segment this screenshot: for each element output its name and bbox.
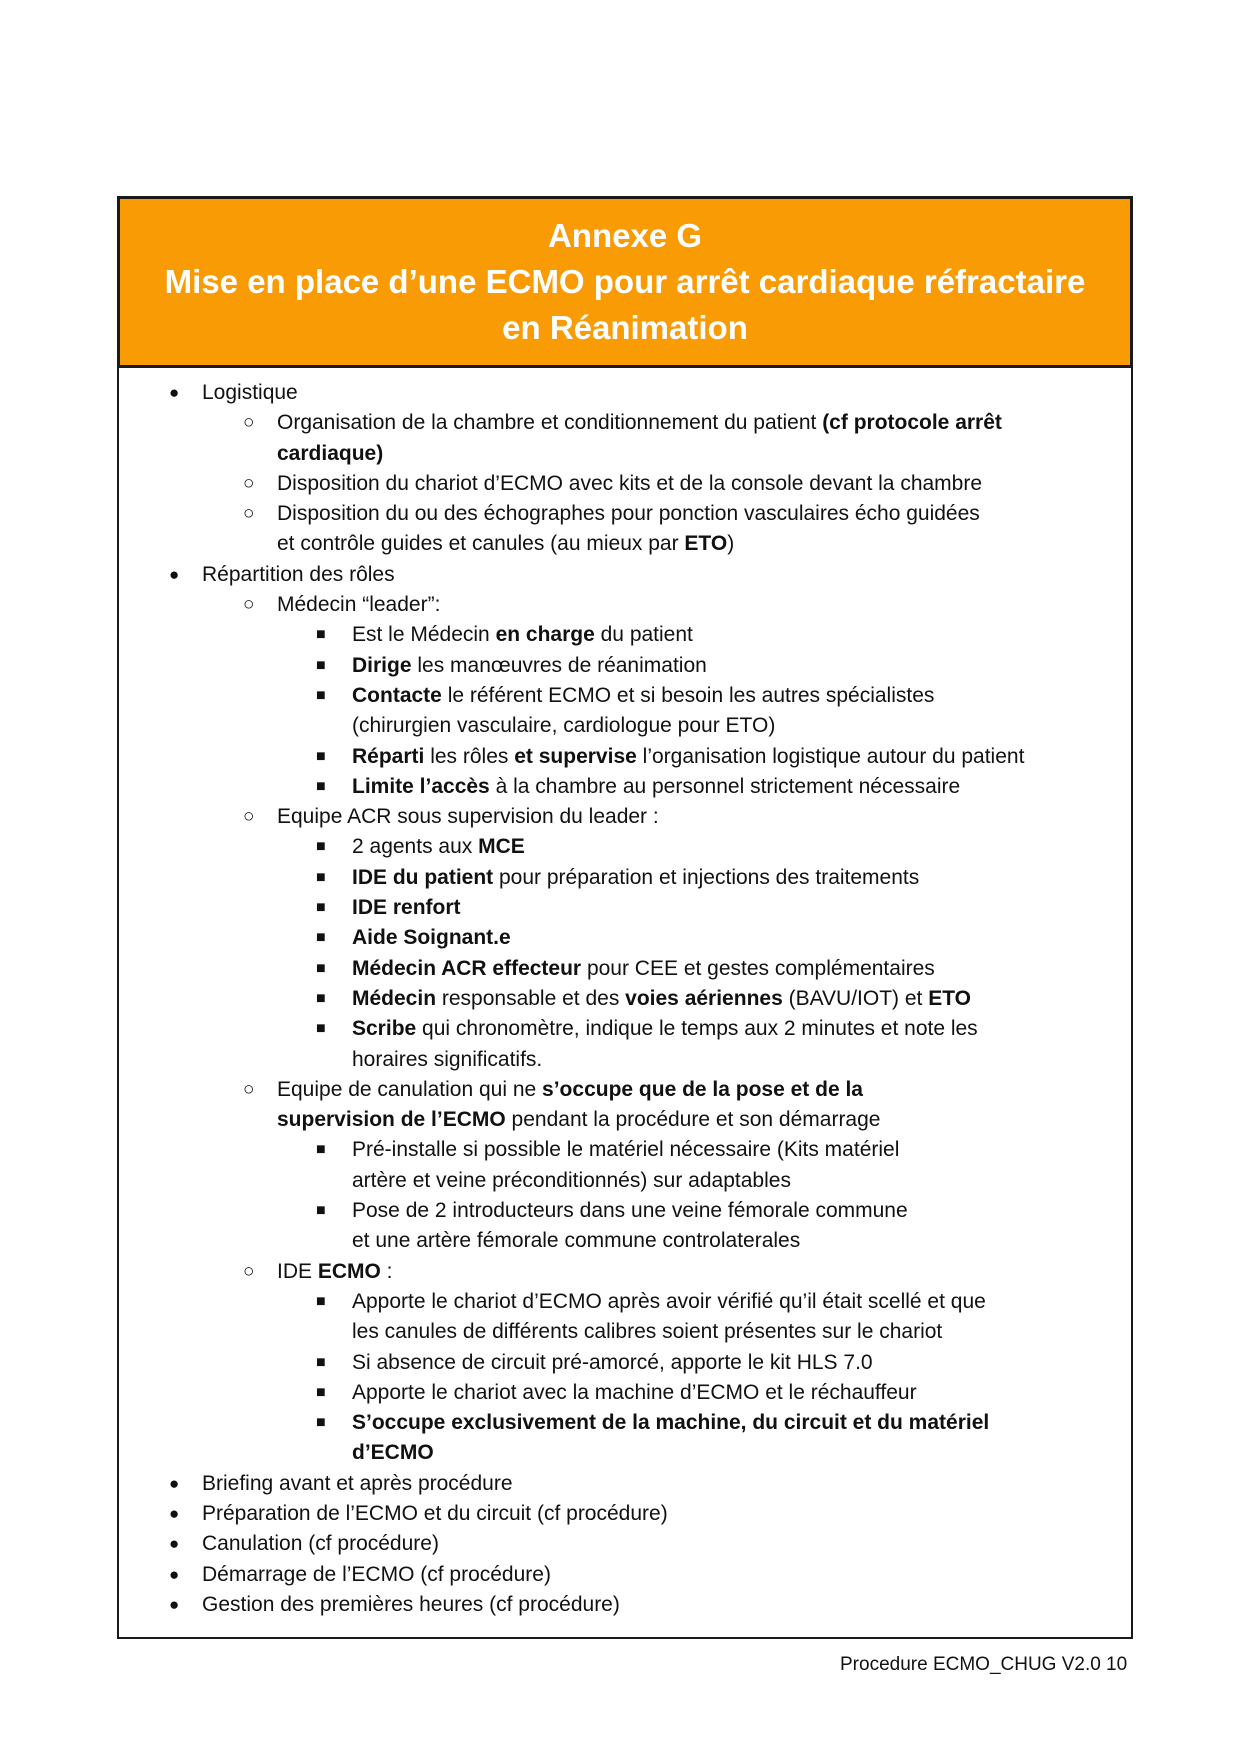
bullet-marker: ○ [243, 1078, 255, 1100]
list-item-level-3 [117, 772, 1133, 802]
bold-text: cardiaque) [277, 441, 384, 465]
bold-text: Médecin ACR effecteur [352, 956, 582, 980]
bullet-marker: ● [169, 1503, 180, 1523]
bullet-marker: ■ [316, 1292, 326, 1310]
list-item-level-1 [117, 1560, 1133, 1590]
bullet-marker: ● [169, 564, 180, 584]
list-item-level-2 [117, 590, 1133, 620]
bullet-marker: ■ [316, 1414, 326, 1432]
bullet-marker: ■ [316, 838, 326, 856]
item-text: 2 agents aux [352, 835, 479, 859]
item-text: et contrôle guides et canules (au mieux par [277, 532, 685, 556]
bold-text: Médecin [352, 986, 437, 1010]
item-text: Médecin “leader”: [277, 593, 441, 617]
list-item-level-2 [117, 1257, 1133, 1287]
list-item-level-1 [117, 1590, 1133, 1620]
list-item-level-1 [117, 560, 1133, 590]
item-text: Pré-installe si possible le matériel nécessaire (Kits matériel [352, 1138, 900, 1162]
list-item-level-1 [117, 1529, 1133, 1559]
bold-text: IDE renfort [352, 896, 461, 920]
bold-text: MCE [478, 835, 525, 859]
item-text: (BAVU/IOT) et [782, 986, 929, 1010]
item-text: Démarrage de l’ECMO (cf procédure) [202, 1562, 551, 1586]
item-text: les rôles [424, 744, 515, 768]
item-text: à la chambre au personnel strictement nécessaire [489, 774, 961, 798]
bold-text: voies aériennes [625, 986, 783, 1010]
item-text: Briefing avant et après procédure [202, 1471, 513, 1495]
list-item-level-3 [117, 651, 1133, 681]
header-title-line-1: Mise en place d’une ECMO pour arrêt cardiaque réfractaire [164, 263, 1086, 300]
bullet-marker: ● [169, 1564, 180, 1584]
bullet-marker: ■ [316, 686, 326, 704]
item-text: Disposition du chariot d’ECMO avec kits et de la console devant la chambre [277, 471, 983, 495]
page-footer [840, 1653, 1138, 1677]
list-item-level-1 [117, 378, 1133, 408]
bullet-list [117, 378, 1133, 1620]
page-header [117, 196, 1133, 368]
bullet-marker: ● [169, 1534, 180, 1554]
bullet-marker: ■ [316, 656, 326, 674]
bold-text: et supervise [514, 744, 637, 768]
bullet-marker: ■ [316, 1353, 326, 1371]
list-item-level-3 [117, 1287, 1133, 1317]
item-text: Répartition des rôles [202, 562, 395, 586]
bold-text: S’occupe exclusivement de la machine, du circuit et du matériel [352, 1411, 990, 1435]
list-item-level-3 [117, 863, 1133, 893]
list-item-level-3-continuation [117, 1438, 1133, 1468]
list-item-level-3 [117, 1014, 1133, 1044]
list-item-level-3-continuation [117, 1317, 1133, 1347]
item-text: pour préparation et injections des traitements [493, 865, 920, 889]
item-text: pour CEE et gestes complémentaires [581, 956, 935, 980]
list-item-level-2 [117, 499, 1133, 529]
list-item-level-3-continuation [117, 711, 1133, 741]
bullet-marker: ■ [316, 1141, 326, 1159]
item-text: l’organisation logistique autour du patient [636, 744, 1025, 768]
bullet-marker: ■ [316, 626, 326, 644]
item-text: les canules de différents calibres soient présentes sur le chariot [352, 1320, 943, 1344]
item-text: : [380, 1259, 393, 1283]
item-text: Si absence de circuit pré-amorcé, apporte le kit HLS 7.0 [352, 1350, 873, 1374]
bold-text: Limite l’accès [352, 774, 490, 798]
bullet-marker: ○ [243, 503, 255, 525]
item-text: et une artère fémorale commune controlaterales [352, 1229, 801, 1253]
bold-text: Dirige [352, 653, 412, 677]
item-text: Disposition du ou des échographes pour ponction vasculaires écho guidées [277, 502, 980, 526]
item-text: pendant la procédure et son démarrage [505, 1108, 881, 1132]
bold-text: ETO [684, 532, 728, 556]
item-text: Logistique [202, 381, 298, 404]
bullet-marker: ○ [243, 472, 255, 494]
item-text: Préparation de l’ECMO et du circuit (cf procédure) [202, 1501, 668, 1525]
bullet-marker: ■ [316, 747, 326, 765]
item-text: Gestion des premières heures (cf procédure) [202, 1592, 620, 1616]
list-item-level-3 [117, 923, 1133, 953]
bold-text: ECMO [317, 1259, 381, 1283]
list-item-level-2 [117, 408, 1133, 438]
list-item-level-2-continuation [117, 1105, 1133, 1135]
list-item-level-3 [117, 1135, 1133, 1165]
bold-text: Aide Soignant.e [352, 926, 511, 950]
bullet-marker: ■ [316, 1020, 326, 1038]
item-text: les manœuvres de réanimation [411, 653, 707, 677]
item-text: Canulation (cf procédure) [202, 1532, 439, 1556]
bullet-marker: ○ [243, 806, 255, 828]
bullet-marker: ○ [243, 1260, 255, 1282]
item-text: Apporte le chariot avec la machine d’ECMO et le réchauffeur [352, 1380, 917, 1404]
list-item-level-1 [117, 1469, 1133, 1499]
list-item-level-2 [117, 469, 1133, 499]
list-item-level-3 [117, 1196, 1133, 1226]
list-item-level-2 [117, 1075, 1133, 1105]
bullet-marker: ■ [316, 899, 326, 917]
list-item-level-3-continuation [117, 1166, 1133, 1196]
item-text: artère et veine préconditionnés) sur adaptables [352, 1168, 791, 1192]
list-item-level-3-continuation [117, 1045, 1133, 1075]
bold-text: d’ECMO [352, 1441, 434, 1465]
bullet-marker: ■ [316, 959, 326, 977]
bullet-marker: ■ [316, 929, 326, 947]
list-item-level-3 [117, 954, 1133, 984]
item-text: ) [727, 532, 735, 556]
list-item-level-3 [117, 1408, 1133, 1438]
bold-text: Scribe [352, 1017, 417, 1041]
bullet-marker: ○ [243, 412, 255, 434]
item-text: (chirurgien vasculaire, cardiologue pour ETO) [352, 714, 776, 738]
bold-text: IDE du patient [352, 865, 494, 889]
list-item-level-3-continuation [117, 1226, 1133, 1256]
item-text: IDE [277, 1259, 318, 1283]
bold-text: ETO [928, 986, 972, 1010]
page-number: 10 [1106, 1654, 1128, 1675]
bullet-marker: ○ [243, 594, 255, 616]
list-item-level-3 [117, 1378, 1133, 1408]
list-item-level-3 [117, 832, 1133, 862]
item-text: horaires significatifs. [352, 1047, 543, 1071]
list-item-level-3 [117, 742, 1133, 772]
item-text: Organisation de la chambre et conditionnement du patient [277, 411, 823, 435]
item-text: responsable et des [436, 986, 626, 1010]
bullet-marker: ■ [316, 1383, 326, 1401]
list-item-level-3 [117, 893, 1133, 923]
header-title-line-2: en Réanimation [502, 309, 748, 346]
list-item-level-3 [117, 620, 1133, 650]
bullet-marker: ● [169, 383, 180, 402]
bold-text: s’occupe que de la pose et de la [542, 1077, 863, 1101]
list-item-level-2 [117, 802, 1133, 832]
bold-text: Contacte [352, 683, 442, 707]
item-text: Equipe ACR sous supervision du leader : [277, 805, 659, 829]
list-item-level-2-continuation [117, 439, 1133, 469]
list-item-level-3 [117, 1348, 1133, 1378]
bullet-marker: ■ [316, 989, 326, 1007]
bold-text: Réparti [352, 744, 425, 768]
item-text: qui chronomètre, indique le temps aux 2 minutes et note les [416, 1017, 978, 1041]
footer-doc-name: Procedure ECMO_CHUG V2.0 [840, 1654, 1101, 1675]
item-text: Pose de 2 introducteurs dans une veine fémorale commune [352, 1199, 908, 1223]
bullet-marker: ■ [316, 868, 326, 886]
item-text: du patient [594, 623, 693, 647]
bold-text: en charge [495, 623, 595, 647]
list-item-level-2-continuation [117, 529, 1133, 559]
bullet-marker: ● [169, 1473, 180, 1493]
item-text: Equipe de canulation qui ne [277, 1077, 543, 1101]
list-item-level-3 [117, 681, 1133, 711]
bold-text: (cf protocole arrêt [822, 411, 1002, 435]
header-annex-title: Annexe G [547, 217, 703, 254]
list-item-level-3 [117, 984, 1133, 1014]
item-text: Apporte le chariot d’ECMO après avoir vérifié qu’il était scellé et que [352, 1289, 986, 1313]
bullet-marker: ■ [316, 1202, 326, 1220]
bullet-marker: ■ [316, 777, 326, 795]
bullet-marker: ● [169, 1594, 180, 1614]
item-text: Est le Médecin [352, 623, 496, 647]
bold-text: supervision de l’ECMO [277, 1108, 506, 1132]
list-item-level-1 [117, 1499, 1133, 1529]
item-text: le référent ECMO et si besoin les autres spécialistes [441, 683, 935, 707]
